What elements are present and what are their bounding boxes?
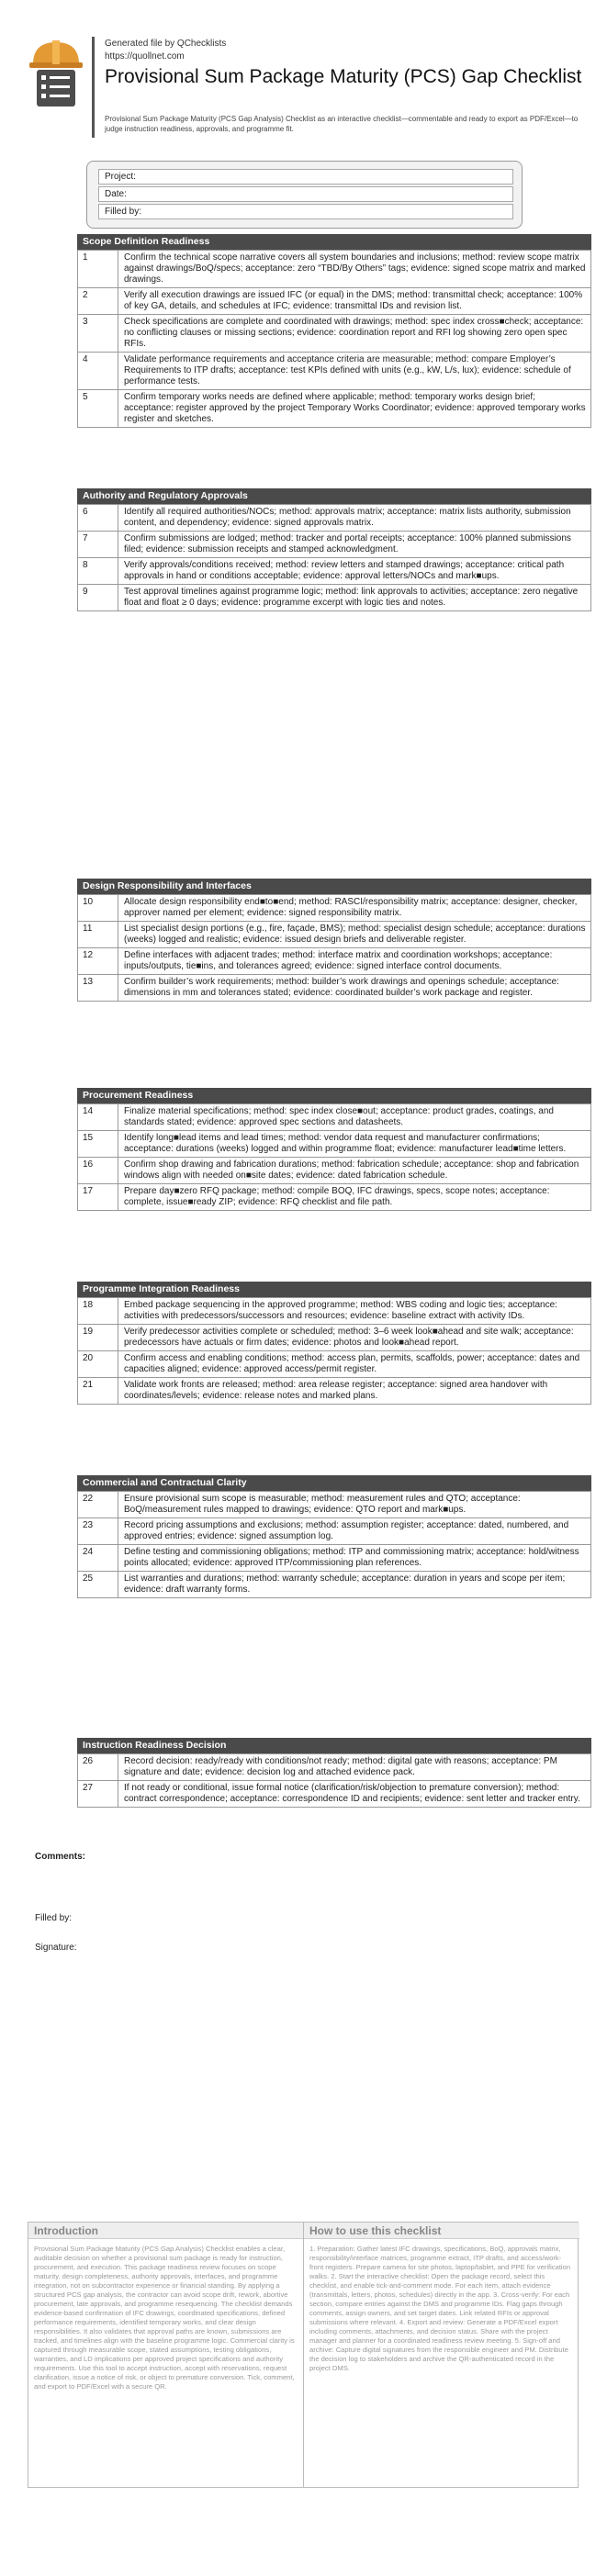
checklist-row[interactable]: [78, 390, 591, 428]
section-title: Scope Definition Readiness: [77, 234, 591, 250]
item-number: 5: [78, 390, 118, 428]
checklist-items: [78, 1492, 591, 1598]
checklist-row[interactable]: [78, 505, 591, 532]
item-text: Confirm access and enabling conditions; method: access plan, permits, scaffolds, power; acceptance: dates and capacities aligned; evidence: approved access/permit register.: [118, 1351, 591, 1378]
section-procurement-readiness: [77, 1088, 591, 1211]
checklist-row[interactable]: [78, 1518, 591, 1545]
item-text: If not ready or conditional, issue formal notice (clarification/risk/objection to premature conversion); method: contract correspondence; acceptance: correspondence ID and recipients; evidence: sent letter and tracker entry.: [118, 1781, 591, 1808]
checklist-items: [78, 505, 591, 611]
item-number: 20: [78, 1351, 118, 1378]
generated-by-text: Generated file by QChecklists: [105, 39, 227, 49]
checklist-row[interactable]: [78, 1158, 591, 1184]
checklist-row[interactable]: [78, 1572, 591, 1598]
item-number: 8: [78, 558, 118, 585]
checklist-row[interactable]: [78, 948, 591, 975]
section-title: Instruction Readiness Decision: [77, 1738, 591, 1753]
item-text: Define testing and commissioning obligations; method: ITP and commissioning matrix; acceptance: hold/witness points allocated; evidence: approved ITP/commissioning plan references.: [118, 1545, 591, 1572]
checklist-row[interactable]: [78, 1378, 591, 1405]
document-header: [28, 37, 582, 138]
item-number: 6: [78, 505, 118, 532]
header-divider: [92, 37, 95, 138]
page-subtitle: Provisional Sum Package Maturity (PCS Gap Analysis) Checklist as an interactive checklist—commentable and ready to export as PDF/Excel—to judge instruction readiness, approvals, and programme fit.: [105, 115, 579, 133]
checklist-row[interactable]: [78, 353, 591, 390]
item-text: Confirm shop drawing and fabrication durations; method: fabrication schedule; acceptance: shop and fabrication windows align with needed on■site dates; evidence: dated fabrication schedule.: [118, 1158, 591, 1184]
checklist-row[interactable]: [78, 1104, 591, 1131]
item-text: Test approval timelines against programme logic; method: link approvals to activities; acceptance: zero negative float and float ≥ 0 days; evidence: programme excerpt with logic ties and notes.: [118, 585, 591, 611]
item-number: 13: [78, 975, 118, 1002]
section-title: Design Responsibility and Interfaces: [77, 879, 591, 894]
checklist-row[interactable]: [78, 1545, 591, 1572]
checklist-row[interactable]: [78, 922, 591, 948]
checklist-row[interactable]: [78, 1351, 591, 1378]
section-scope-definition: [77, 234, 591, 428]
item-text: Confirm temporary works needs are defined where applicable; method: temporary works design brief; acceptance: register approved by the project Temporary Works Coordinator; evidence: approved temporary works register and sketches.: [118, 390, 591, 428]
checklist-items: [78, 895, 591, 1002]
item-text: Confirm submissions are lodged; method: tracker and portal receipts; acceptance: 100% planned submissions filed; evidence: submission receipts and stamped acknowledgment.: [118, 532, 591, 558]
introduction-title: Introduction: [28, 2223, 303, 2239]
footer-info-box: [28, 2222, 579, 2488]
checklist-items: [78, 251, 591, 428]
date-label: Date:: [105, 189, 127, 199]
item-text: Verify predecessor activities complete or scheduled; method: 3–6 week look■ahead and site walk; acceptance: predecessors have actuals or firm dates; evidence: photos and look■ahead report.: [118, 1325, 591, 1351]
item-number: 25: [78, 1572, 118, 1598]
item-number: 23: [78, 1518, 118, 1545]
item-number: 10: [78, 895, 118, 922]
item-text: Verify all execution drawings are issued IFC (or equal) in the DMS; method: transmittal check; acceptance: 100% of key GA, details, and schedules at IFC; evidence: transmittal IDs and revision list.: [118, 288, 591, 315]
item-text: Verify approvals/conditions received; method: review letters and stamped drawings; acceptance: critical path approvals in hand or conditions acceptable; evidence: approval letters/NOCs and mark■ups.: [118, 558, 591, 585]
item-text: Confirm the technical scope narrative covers all system boundaries and inclusions; method: review scope matrix against drawings/BoQ/specs; acceptance: zero “TBD/By Others” tags; evidence: signed scope matrix and marked drawings.: [118, 251, 591, 288]
item-text: Prepare day■zero RFQ package; method: compile BOQ, IFC drawings, specs, scope notes; acceptance: complete, issue■ready ZIP; evidence: RFQ checklist and file path.: [118, 1184, 591, 1211]
item-number: 27: [78, 1781, 118, 1808]
item-number: 7: [78, 532, 118, 558]
project-field[interactable]: [98, 169, 513, 185]
item-text: Record pricing assumptions and exclusions; method: assumption register; acceptance: dated, numbered, and approved entries; evidence: signed assumption log.: [118, 1518, 591, 1545]
filled-by-label: Filled by:: [105, 207, 142, 217]
how-to-title: How to use this checklist: [304, 2223, 579, 2239]
checklist-row[interactable]: [78, 975, 591, 1002]
item-number: 18: [78, 1298, 118, 1325]
project-info-box: [86, 161, 523, 229]
filled-by-signoff-label: Filled by:: [35, 1913, 73, 1923]
filled-by-field[interactable]: [98, 204, 513, 219]
item-number: 26: [78, 1754, 118, 1781]
item-text: Identify long■lead items and lead times; method: vendor data request and manufacturer confirmations; acceptance: durations (weeks) logged and within programme float; evidence: manufacturer lead■time letters.: [118, 1131, 591, 1158]
section-title: Programme Integration Readiness: [77, 1282, 591, 1297]
introduction-text: Provisional Sum Package Maturity (PCS Gap Analysis) Checklist enables a clear, auditable decision on whether a provisional sum package is ready for instruction, procurement, and execution. This package readiness review focuses on scope maturity, design completeness, authority approvals, interfaces, and programme integration, not on subcontractor experience or financial standing. By applying a structured PCS gap analysis, the contractor can avoid scope drift, rework, abortive procurement, late approvals, and programme resequencing. The checklist demands evidence-based confirmation of IFC drawings, coordinated specifications, defined performance requirements, identified temporary works, and clear design responsibilities. It also validates that approval paths are known, submissions are tracked, and timelines align with the baseline programme logic. Commercial clarity is captured through measurable scope, stated assumptions, testing obligations, warranties, and LD implications per approved project specifications and authority requirements. Use this tool to accept instruction, accept with reservations, request clarification, issue a notice of risk, or object to premature conversion. Tick, comment, and export to PDF/Excel with a secure QR.: [34, 2245, 295, 2391]
item-text: List specialist design portions (e.g., fire, façade, BMS); method: specialist design schedule; acceptance: durations (weeks) logged and realistic; evidence: issued design briefs and deliverable register.: [118, 922, 591, 948]
item-text: Allocate design responsibility end■to■end; method: RASCI/responsibility matrix; acceptance: designer, checker, approver named per element; evidence: signed responsibility matrix.: [118, 895, 591, 922]
checklist-row[interactable]: [78, 895, 591, 922]
item-number: 21: [78, 1378, 118, 1405]
checklist-row[interactable]: [78, 288, 591, 315]
item-text: Check specifications are complete and coordinated with drawings; method: spec index cross■check; acceptance: no conflicting clauses or missing sections; evidence: coordination report and RFI log showing zero open spec RFIs.: [118, 315, 591, 353]
checklist-row[interactable]: [78, 558, 591, 585]
item-number: 11: [78, 922, 118, 948]
item-number: 24: [78, 1545, 118, 1572]
item-number: 17: [78, 1184, 118, 1211]
item-number: 2: [78, 288, 118, 315]
item-number: 14: [78, 1104, 118, 1131]
section-title: Commercial and Contractual Clarity: [77, 1475, 591, 1491]
project-label: Project:: [105, 172, 136, 182]
checklist-row[interactable]: [78, 1131, 591, 1158]
signature-label: Signature:: [35, 1943, 77, 1953]
section-instruction-decision: [77, 1738, 591, 1808]
item-text: List warranties and durations; method: warranty schedule; acceptance: duration in years and scope per item; evidence: draft warranty forms.: [118, 1572, 591, 1598]
item-text: Define interfaces with adjacent trades; method: interface matrix and coordination workshops; acceptance: inputs/outputs, tie■ins, and tolerances agreed; evidence: signed interface control documents.: [118, 948, 591, 975]
checklist-logo-icon: [28, 37, 84, 108]
checklist-row[interactable]: [78, 1754, 591, 1781]
item-number: 1: [78, 251, 118, 288]
date-field[interactable]: [98, 186, 513, 202]
checklist-items: [78, 1104, 591, 1211]
item-text: Ensure provisional sum scope is measurable; method: measurement rules and QTO; acceptance: BoQ/measurement rules mapped to drawings; evidence: QTO report and mark■ups.: [118, 1492, 591, 1518]
checklist-row[interactable]: [78, 315, 591, 353]
item-number: 16: [78, 1158, 118, 1184]
section-title: Procurement Readiness: [77, 1088, 591, 1103]
item-number: 19: [78, 1325, 118, 1351]
checklist-row[interactable]: [78, 1325, 591, 1351]
checklist-row[interactable]: [78, 1184, 591, 1211]
how-to-text: 1. Preparation: Gather latest IFC drawings, specifications, BoQ, approvals matrix, responsibility/interface matrices, programme extract, ITP drafts, and access/work-front registers. Prepare camera for site photos, laptop/tablet, and PPE for verification walks. 2. Start the interactive checklist: Open the package record, select this checklist, and enable tick-and-comment mode. For each item, attach evidence (transmittals, letters, photos, schedules) directly in the app. 3. Cross-verify: For each section, compare entries against the DMS and programme IDs. Flag gaps through comments, assign owners, and set target dates. Link related RFIs or approval submissions where relevant. 4. Export and review: Generate a PDF/Excel export including comments, attachments, and decision status. Share with the project manager and planner for a coordinated readiness review meeting. 5. Sign-off and archive: Capture digital signatures from the responsible engineer and PM. Distribute the decision log to stakeholders and archive the QR-authenticated record in the project DMS.: [309, 2245, 571, 2372]
item-number: 3: [78, 315, 118, 353]
introduction-column: [28, 2223, 304, 2487]
item-number: 9: [78, 585, 118, 611]
section-commercial-clarity: [77, 1475, 591, 1598]
item-text: Identify all required authorities/NOCs; method: approvals matrix; acceptance: matrix lists authority, submission content, and dependency; evidence: signed approvals matrix.: [118, 505, 591, 532]
item-text: Embed package sequencing in the approved programme; method: WBS coding and logic ties; acceptance: activities with predecessors/successors and resources; evidence: baseline extract with activity IDs.: [118, 1298, 591, 1325]
checklist-items: [78, 1298, 591, 1405]
item-text: Confirm builder’s work requirements; method: builder’s work drawings and openings schedule; acceptance: dimensions in mm and tolerances stated; evidence: coordinated builder’s work package and register.: [118, 975, 591, 1002]
item-text: Validate performance requirements and acceptance criteria are measurable; method: compare Employer’s Requirements to ITP drafts; acceptance: test KPIs defined with units (e.g., kW, L/s, lux); evidence: schedule of performance tests.: [118, 353, 591, 390]
item-number: 15: [78, 1131, 118, 1158]
item-number: 4: [78, 353, 118, 390]
item-text: Validate work fronts are released; method: area release register; acceptance: signed area handover with coordinates/levels; evidence: release notes and marked plans.: [118, 1378, 591, 1405]
checklist-items: [78, 1754, 591, 1808]
section-design-responsibility: [77, 879, 591, 1002]
item-text: Record decision: ready/ready with conditions/not ready; method: digital gate with reasons; acceptance: PM signature and date; evidence: decision log and attached evidence pack.: [118, 1754, 591, 1781]
comments-label: Comments:: [35, 1852, 86, 1862]
checklist-row[interactable]: [78, 1492, 591, 1518]
page-title: Provisional Sum Package Maturity (PCS) Gap Checklist: [105, 66, 582, 87]
checklist-row[interactable]: [78, 251, 591, 288]
item-number: 22: [78, 1492, 118, 1518]
checklist-row[interactable]: [78, 585, 591, 611]
section-programme-integration: [77, 1282, 591, 1405]
item-number: 12: [78, 948, 118, 975]
how-to-column: [304, 2223, 579, 2487]
checklist-row[interactable]: [78, 1781, 591, 1808]
source-url-link[interactable]: https://quollnet.com: [105, 51, 185, 62]
item-text: Finalize material specifications; method: spec index close■out; acceptance: product grades, coatings, and standards stated; evidence: approved spec sections and datasheets.: [118, 1104, 591, 1131]
checklist-row[interactable]: [78, 1298, 591, 1325]
section-title: Authority and Regulatory Approvals: [77, 488, 591, 504]
checklist-row[interactable]: [78, 532, 591, 558]
section-authority-approvals: [77, 488, 591, 611]
